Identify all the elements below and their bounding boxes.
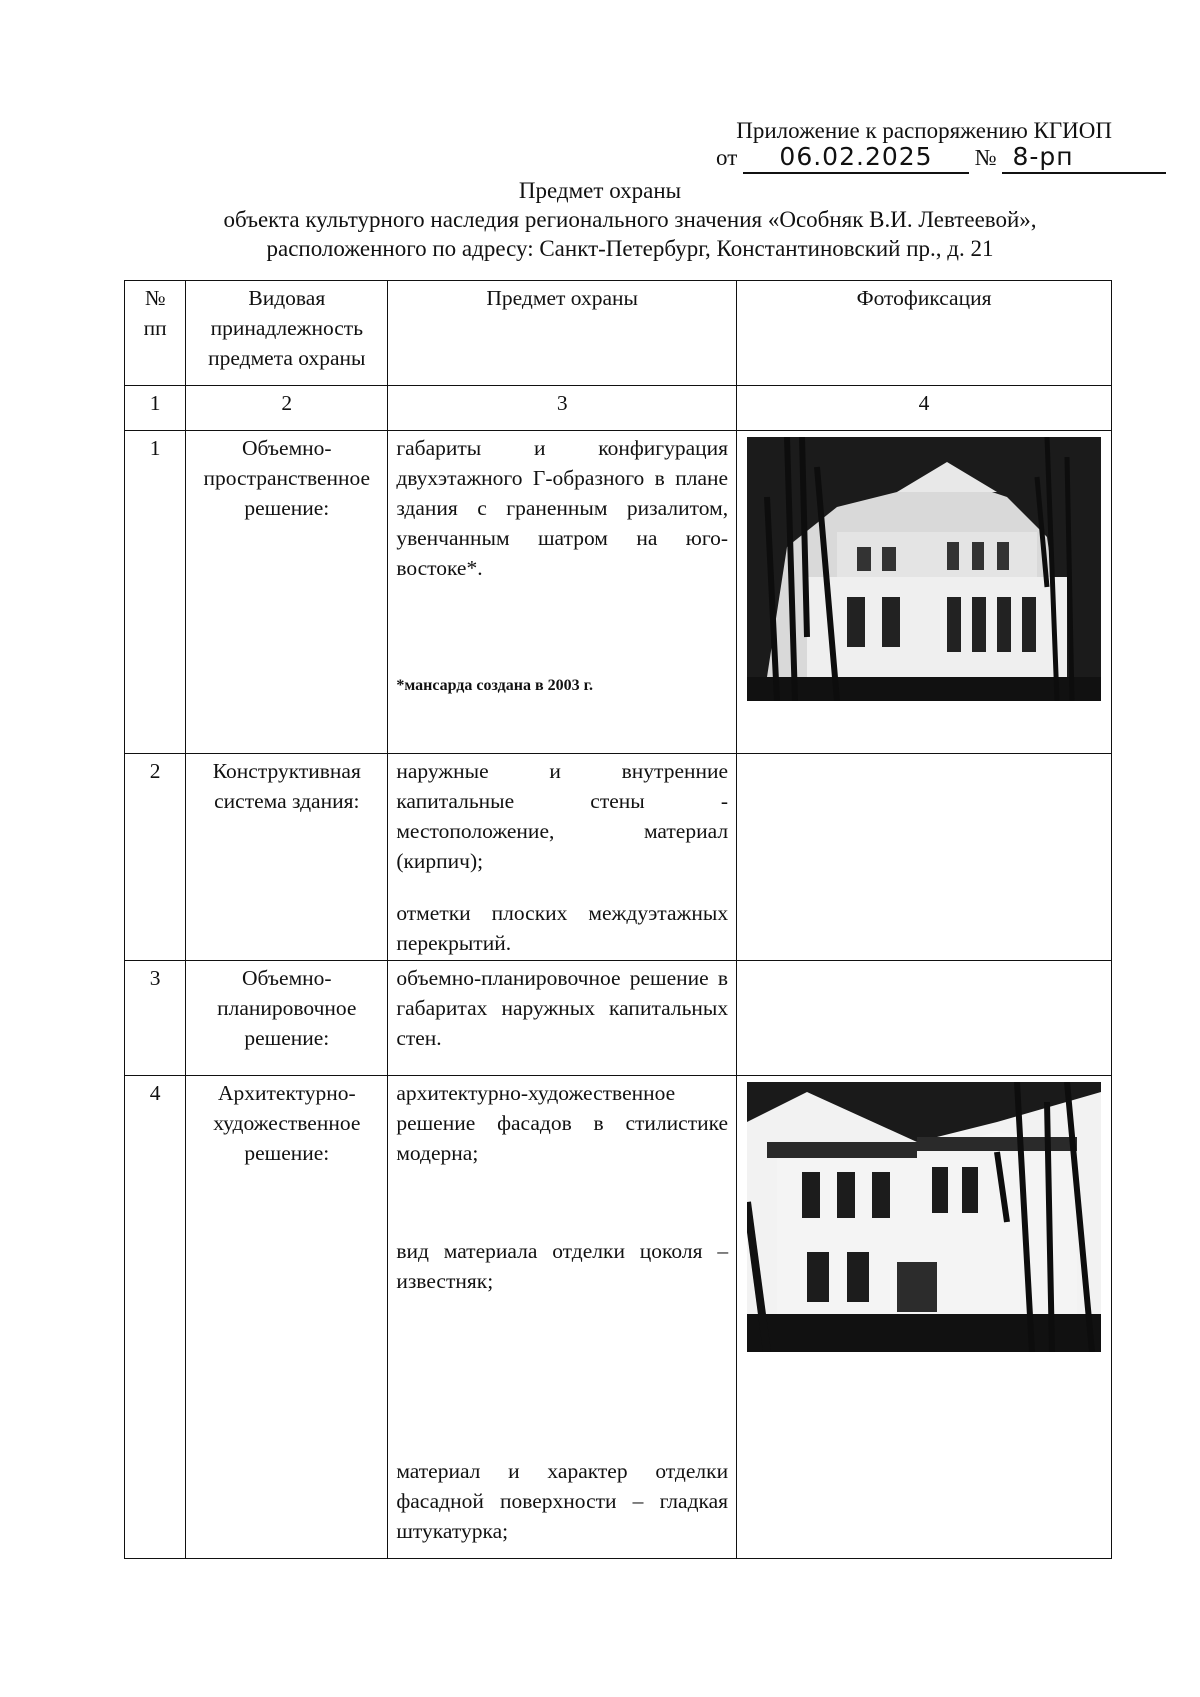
table-row (125, 1076, 1112, 1559)
header-cell-photo: Фотофиксация (737, 281, 1112, 386)
title-line-3: расположенного по адресу: Санкт-Петербург, Константиновский пр., д. 21 (266, 236, 994, 261)
table-header-row (125, 281, 1112, 386)
number-prefix: № (974, 145, 997, 170)
row-number: 2 (125, 754, 186, 961)
header-cell-number: № пп (125, 281, 186, 386)
table-row (125, 754, 1112, 961)
table-row (125, 961, 1112, 1076)
subject-text: архитектурно-художественное решение фасадов в стилистике модерна; (396, 1081, 729, 1165)
row-category: Конструктивная система здания: (186, 754, 388, 961)
row-subject (388, 431, 737, 754)
order-date: 06.02.2025 (743, 142, 969, 174)
building-photo-2 (747, 1082, 1101, 1352)
title-line-1: Предмет охраны (518, 178, 682, 203)
subject-text: материал и характер отделки фасадной поверхности – гладкая штукатурка; (396, 1459, 729, 1543)
row-photo-empty (737, 754, 1112, 961)
building-photo-1 (747, 437, 1101, 701)
column-number-row (125, 386, 1112, 431)
protection-table (124, 280, 1112, 1559)
row-number: 4 (125, 1076, 186, 1559)
row-photo-empty (737, 961, 1112, 1076)
row-number: 1 (125, 431, 186, 754)
appendix-label: Приложение к распоряжению КГИОП (736, 118, 1112, 143)
subject-text: вид материала отделки цоколя – известняк; (396, 1239, 729, 1293)
header-cell-category: Видовая принадлежность предмета охраны (186, 281, 388, 386)
date-prefix: от (716, 145, 738, 170)
row-number: 3 (125, 961, 186, 1076)
title-line-2: объекта культурного наследия регионального значения «Особняк В.И. Левтеевой», (223, 207, 1037, 232)
column-number: 4 (737, 386, 1112, 431)
document-title (160, 176, 1100, 263)
subject-text: габариты и конфигурация двухэтажного Г-образного в плане здания с граненным ризалитом, увенчанным шатром на юго-востоке*. (396, 436, 729, 580)
column-number: 3 (388, 386, 737, 431)
row-subject (388, 1076, 737, 1559)
row-category: Объемно-планировочное решение: (186, 961, 388, 1076)
table-row (125, 431, 1112, 754)
subject-text: объемно-планировочное решение в габаритах наружных капитальных стен. (396, 966, 729, 1050)
subject-text: наружные и внутренние капитальные стены - местоположение, материал (кирпич); (396, 759, 729, 873)
subject-text: отметки плоских междуэтажных перекрытий. (396, 901, 729, 955)
row-subject (388, 961, 737, 1076)
footnote: *мансарда создана в 2003 г. (396, 677, 594, 694)
column-number: 1 (125, 386, 186, 431)
order-date-line (716, 142, 1166, 174)
row-category: Объемно-пространственное решение: (186, 431, 388, 754)
order-number: 8-рп (1002, 142, 1166, 174)
row-category: Архитектурно-художественное решение: (186, 1076, 388, 1559)
column-number: 2 (186, 386, 388, 431)
row-subject (388, 754, 737, 961)
row-photo (737, 1076, 1112, 1559)
header-cell-subject: Предмет охраны (388, 281, 737, 386)
row-photo (737, 431, 1112, 754)
